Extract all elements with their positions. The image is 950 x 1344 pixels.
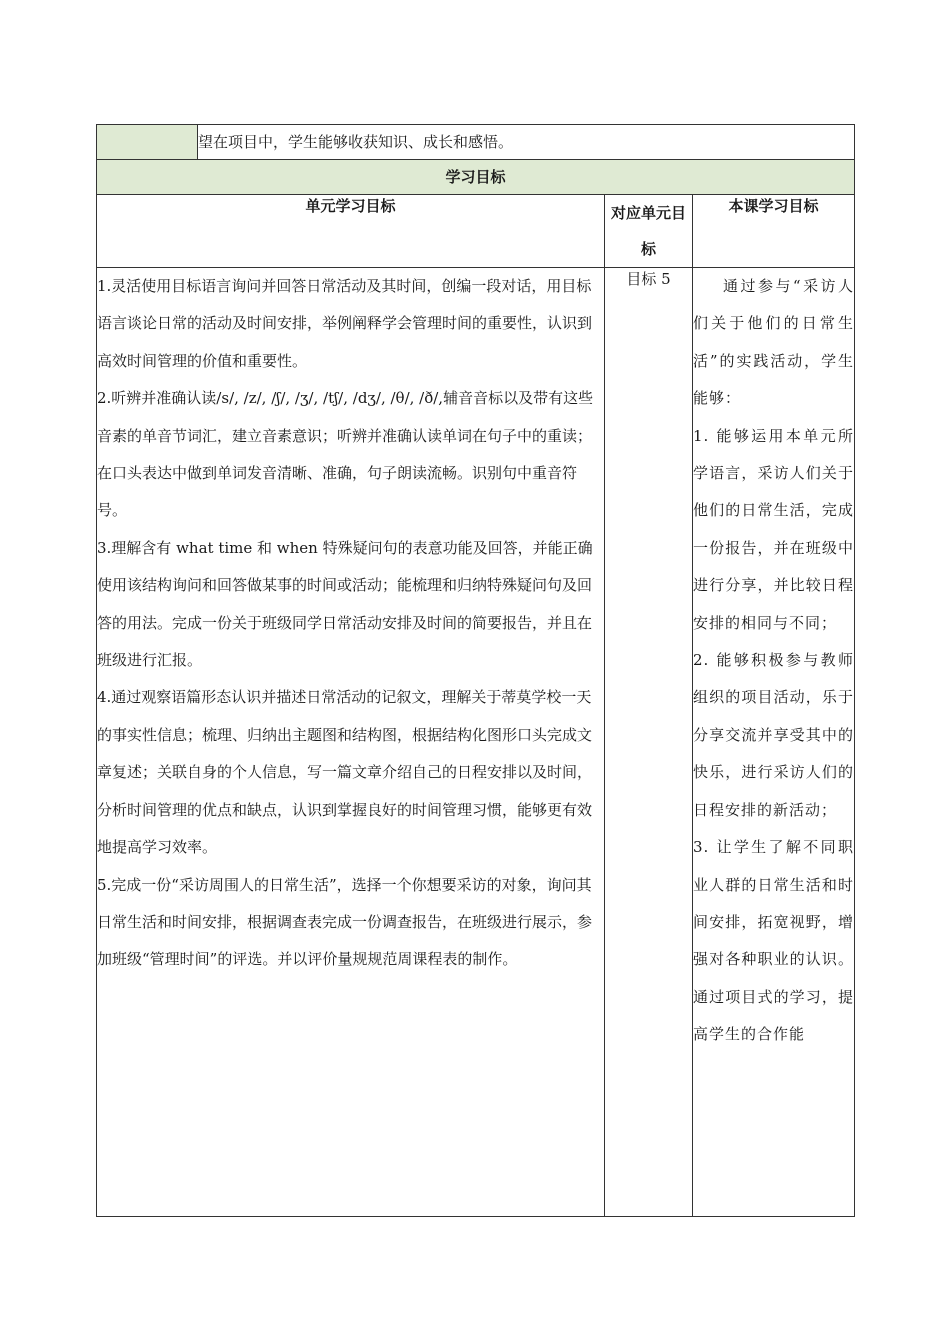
lesson-goal-item: 2. 能够积极参与教师组织的项目活动，乐于分享交流并享受其中的快乐，进行采访人们的日程安排的新活动； [693,651,855,819]
unit-goal-item: 3.理解含有 what time 和 when 特殊疑问句的表意功能及回答，并能正确使用该结构询问和回答做某事的时间或活动；能梳理和归纳特殊疑问句及回答的用法。完成一份关于班级同学日常活动安排及时间的简要报告，并且在班级进行汇报。 [97,538,593,670]
lesson-goal-intro: 通过参与“采访人们关于他们的日常生活”的实践活动，学生能够： [693,277,855,408]
section-title: 学习目标 [97,160,855,195]
unit-goal-item: 1.灵活使用目标语言询问并回答日常活动及其时间，创编一段对话，用目标语言谈论日常的活动及时间安排，举例阐释学会管理时间的重要性，认识到高效时间管理的价值和重要性。 [97,277,593,370]
unit-goal-item: 2.听辨并准确认读/s/, /z/, /ʃ/, /ʒ/, /tʃ/, /dʒ/, /θ/, /ð/,辅音音标以及带有这些音素的单音节词汇，建立音素意识；听辨并准确认读单词在句子中的重读；在口头表达中做到单词发音清晰、准确，句子朗读流畅。识别句中重音符号。 [97,389,594,520]
content-row [97,268,855,1217]
unit-goal-item: 4.通过观察语篇形态认识并描述日常活动的记叙文，理解关于蒂莫学校一天的事实性信息；梳理、归纳出主题图和结构图，根据结构化图形口头完成文章复述；关联自身的个人信息，写一篇文章介绍自己的日程安排以及时间，分析时间管理的优点和缺点，认识到掌握良好的时间管理习惯，能够更有效地提高学习效率。 [97,688,593,857]
continuation-row [97,125,855,160]
learning-objectives-table [96,124,855,1217]
lesson-goal-item: 3. 让学生了解不同职业人群的日常生活和时间安排，拓宽视野，增强对各种职业的认识。通过项目式的学习，提高学生的合作能 [693,838,855,1044]
section-title-row [97,160,855,195]
lesson-goals-header: 本课学习目标 [693,195,855,268]
unit-goals-cell [97,268,605,1217]
label-cell-shaded [97,125,198,160]
corresponding-goal-header: 对应单元目标 [605,195,693,268]
unit-goal-item: 5.完成一份“采访周围人的日常生活”，选择一个你想要采访的对象，询问其日常生活和时间安排，根据调查表完成一份调查报告，在班级进行展示，参加班级“管理时间”的评选。并以评价量规规范周课程表的制作。 [97,875,593,969]
lesson-goal-item: 1. 能够运用本单元所学语言，采访人们关于他们的日常生活，完成一份报告，并在班级中进行分享，并比较日程安排的相同与不同； [693,426,855,632]
lesson-goals-cell [693,268,855,1217]
unit-goals-header: 单元学习目标 [97,195,605,268]
corresponding-goal: 目标 5 [605,268,693,1217]
header-row [97,195,855,268]
continuation-text: 望在项目中，学生能够收获知识、成长和感悟。 [198,125,855,160]
